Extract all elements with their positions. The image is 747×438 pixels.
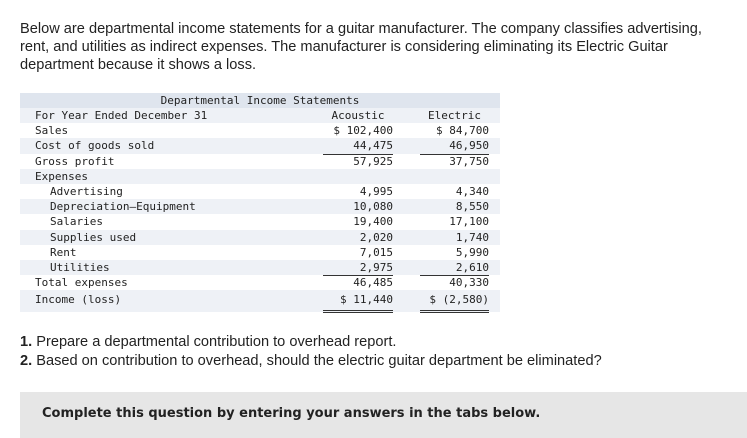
- problem-intro: Below are departmental income statements for a guitar manufacturer. The company classifies advertising, rent, and utilities as indirect expenses. The manufacturer is considering eliminating its Electric Guitar department because it shows a loss.: [20, 21, 702, 73]
- row-label: Expenses: [35, 169, 88, 183]
- acoustic-value: $ 11,440: [323, 290, 393, 313]
- acoustic-value: 4,995: [359, 184, 393, 198]
- row-label: Sales: [35, 124, 69, 138]
- acoustic-value: $ 102,400: [333, 124, 393, 138]
- income-statement-table: [20, 93, 500, 312]
- acoustic-value: 57,925: [353, 154, 393, 168]
- header-row: [20, 108, 500, 123]
- table-row: [20, 199, 500, 214]
- table-row: [20, 169, 500, 184]
- col-electric: Electric: [428, 109, 481, 122]
- instruction-text: Complete this question by entering your answers in the tabs below.: [42, 406, 541, 421]
- acoustic-value: 2,020: [359, 230, 393, 244]
- electric-value: 5,990: [455, 245, 489, 259]
- electric-value: 4,340: [455, 184, 489, 198]
- table-row: [20, 275, 500, 290]
- table-row: [20, 138, 500, 153]
- question-2-number: 2.: [20, 352, 33, 369]
- question-2: [20, 352, 602, 371]
- period-label: For Year Ended December 31: [35, 109, 208, 122]
- question-1-text: Prepare a departmental contribution to overhead report.: [36, 334, 397, 350]
- table-row: [20, 245, 500, 260]
- row-label: Rent: [50, 245, 77, 259]
- table-row: [20, 154, 500, 169]
- table-row: [20, 230, 500, 245]
- col-acoustic: Acoustic: [331, 109, 385, 122]
- question-1-number: 1.: [20, 334, 33, 350]
- table-row: [20, 184, 500, 199]
- table-row: [20, 290, 500, 312]
- electric-value: 1,740: [455, 230, 489, 244]
- row-label: Advertising: [50, 184, 123, 198]
- electric-value: 40,330: [420, 275, 489, 291]
- acoustic-value: 7,015: [359, 245, 393, 259]
- electric-value: 46,950: [420, 138, 489, 154]
- instruction-banner: [20, 392, 747, 438]
- electric-value: 8,550: [455, 200, 489, 214]
- electric-value: $ (2,580): [420, 290, 489, 313]
- row-label: Total expenses: [35, 276, 128, 290]
- table-row: [20, 214, 500, 229]
- question-2-text: Based on contribution to overhead, should the electric guitar department be eliminated?: [36, 352, 602, 369]
- acoustic-value: 10,080: [353, 200, 393, 214]
- electric-value: $ 84,700: [436, 124, 489, 138]
- statement-title: Departmental Income Statements: [20, 93, 500, 108]
- row-label: Income (loss): [35, 293, 122, 307]
- electric-value: 37,750: [449, 154, 489, 168]
- row-label: Utilities: [50, 260, 110, 274]
- acoustic-value: 46,485: [323, 275, 393, 291]
- table-row: [20, 123, 500, 138]
- row-label: Depreciation—Equipment: [50, 200, 196, 214]
- row-label: Gross profit: [35, 154, 115, 168]
- row-label: Salaries: [50, 215, 103, 229]
- electric-value: 17,100: [449, 215, 489, 229]
- acoustic-value: 2,975: [323, 260, 393, 276]
- electric-value: 2,610: [420, 260, 489, 276]
- question-1: [20, 333, 602, 352]
- question-list: [20, 333, 602, 370]
- row-label: Cost of goods sold: [35, 139, 155, 153]
- acoustic-value: 19,400: [353, 215, 393, 229]
- row-label: Supplies used: [50, 230, 137, 244]
- acoustic-value: 44,475: [323, 138, 393, 154]
- table-row: [20, 260, 500, 275]
